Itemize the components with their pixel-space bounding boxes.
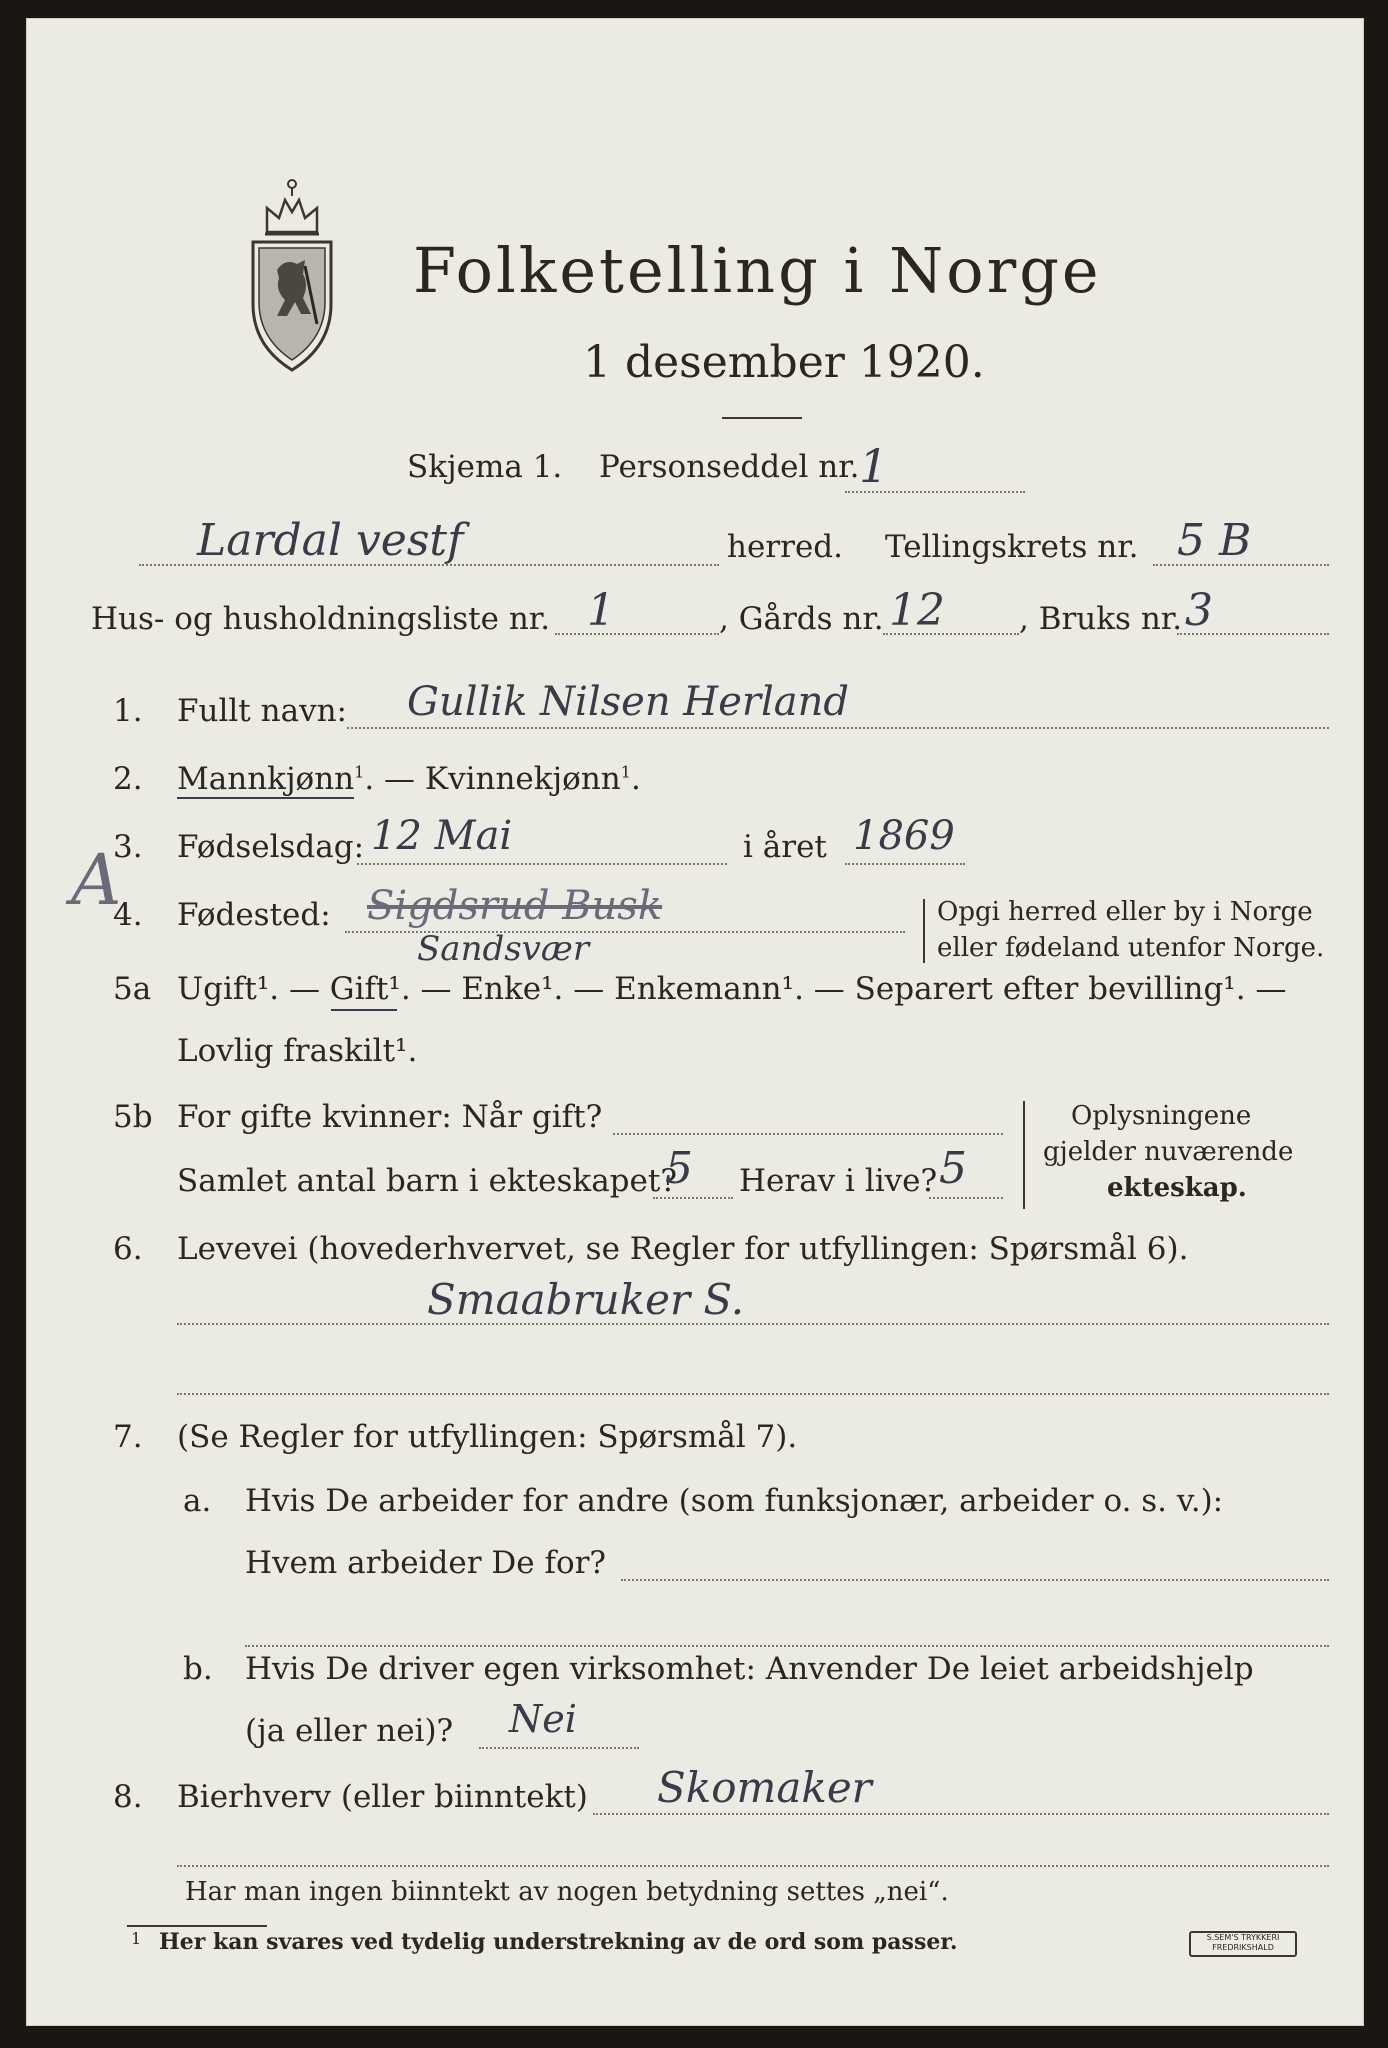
gards-value: 12 [889,585,945,636]
q3-line [357,863,727,865]
footer-note: Har man ingen biinntekt av nogen betydning settes „nei“. [185,1877,949,1907]
q2-line [177,761,641,797]
bruks-label: , Bruks nr. [1019,601,1183,637]
skjema-label: Skjema 1. [407,449,563,485]
q5b-label-married: For gifte kvinner: Når gift? [177,1099,603,1135]
q5b-label-children: Samlet antal barn i ekteskapet? [177,1163,677,1199]
printer-stamp: S.SEM'S TRYKKERI FREDRIKSHALD [1189,1931,1297,1957]
q6-line2 [177,1393,1329,1395]
bruks-value: 3 [1185,585,1213,636]
q5b-note-line1: Oplysningene [1071,1101,1252,1131]
q7b-answer-label: (ja eller nei)? [245,1713,454,1749]
q3-year-value: 1869 [853,813,955,859]
q7a-employer-label: Hvem arbeider De for? [245,1545,607,1581]
personseddel-label: Personseddel nr. [599,449,860,485]
norway-coat-of-arms-icon [245,174,339,378]
q3-label: Fødselsdag: [177,829,365,865]
q3-year-line [845,863,965,865]
q5b-note-line2: gjelder nuværende [1043,1137,1294,1167]
q4-struck-value: Sigdsrud Busk [367,883,663,929]
q4-note-brace [923,899,925,963]
tellingskrets-label: Tellingskrets nr. [885,529,1139,565]
gards-label: , Gårds nr. [719,601,884,637]
q2-male-option: Mannkjønn [177,761,355,797]
herred-label: herred. [727,529,843,565]
q1-line [347,727,1329,729]
q5b-note-brace [1023,1101,1025,1209]
q6-label: Levevei (hovederhvervet, se Regler for utfyllingen: Spørsmål 6). [177,1231,1189,1267]
herred-value: Lardal vestf [197,515,464,566]
q2-female-option: . — Kvinnekjønn [364,761,621,797]
tellingskrets-value: 5 B [1177,515,1252,566]
margin-mark: A [71,839,122,921]
form-date: 1 desember 1920. [583,337,985,388]
q2-footnote-mark-2: 1 [620,762,631,782]
q5a-options: Ugift¹. — Gift¹. — Enke¹. — Enkemann¹. — Separert efter bevilling¹. — [177,971,1287,1007]
census-form [26,18,1364,2026]
form-title: Folketelling i Norge [413,234,1102,307]
q5b-alive-label: Herav i live? [739,1163,938,1199]
q5b-alive-line [929,1197,1003,1199]
q6-value: Smaabruker S. [427,1275,745,1324]
q7-number: 7. [113,1419,143,1455]
q3-number: 3. [113,829,143,865]
q5b-note-line3: ekteskap. [1107,1173,1247,1203]
q5b-married-line [613,1133,1003,1135]
q8-line [593,1813,1329,1815]
q3-year-label: i året [743,829,827,865]
q8-number: 8. [113,1779,143,1815]
q7b-value: Nei [509,1697,577,1741]
title-divider [722,417,802,419]
personseddel-value: 1 [859,439,889,493]
q5b-alive-value: 5 [939,1143,967,1194]
q6-line1 [177,1323,1329,1325]
q7b-number: b. [183,1651,213,1687]
q5b-children-line [653,1197,733,1199]
q8-value: Skomaker [657,1763,872,1812]
q7b-label: Hvis De driver egen virksomhet: Anvender De leiet arbeidshjelp [245,1651,1254,1687]
q5b-number: 5b [113,1099,153,1135]
q5a-gift-underline [331,1009,397,1011]
q8-label: Bierhverv (eller biinntekt) [177,1779,588,1815]
q7-label: (Se Regler for utfyllingen: Spørsmål 7). [177,1419,798,1455]
q5a-options-cont: Lovlig fraskilt¹. [177,1033,418,1069]
q4-value: Sandsvær [417,929,590,969]
q7a-number: a. [183,1483,212,1519]
q4-note-line2: eller fødeland utenfor Norge. [937,933,1325,963]
q7a-label: Hvis De arbeider for andre (som funksjonær, arbeider o. s. v.): [245,1483,1224,1519]
q4-note-line1: Opgi herred eller by i Norge [937,897,1313,927]
q2-footnote-mark-1: 1 [354,762,365,782]
q5a-number: 5a [113,971,152,1007]
q4-number: 4. [113,897,143,933]
q5b-children-value: 5 [665,1143,693,1194]
q2-period: . [630,761,641,797]
q1-value: Gullik Nilsen Herland [407,679,849,725]
q7a-extra-line [245,1645,1329,1647]
q1-number: 1. [113,693,143,729]
q7b-answer-line [479,1747,639,1749]
hus-label: Hus- og husholdningsliste nr. [91,601,551,637]
q1-label: Fullt navn: [177,693,347,729]
q2-number: 2. [113,761,143,797]
q4-label: Fødested: [177,897,331,933]
q6-number: 6. [113,1231,143,1267]
hus-line [555,633,719,635]
footnote-number: 1 [131,1929,142,1948]
q7a-employer-line [621,1579,1329,1581]
q3-value: 12 Mai [371,813,513,859]
footnote-text: Her kan svares ved tydelig understrekning av de ord som passer. [159,1929,958,1955]
footer-divider [127,1925,267,1927]
q8-extra-line [177,1865,1329,1867]
hus-value: 1 [587,585,615,636]
